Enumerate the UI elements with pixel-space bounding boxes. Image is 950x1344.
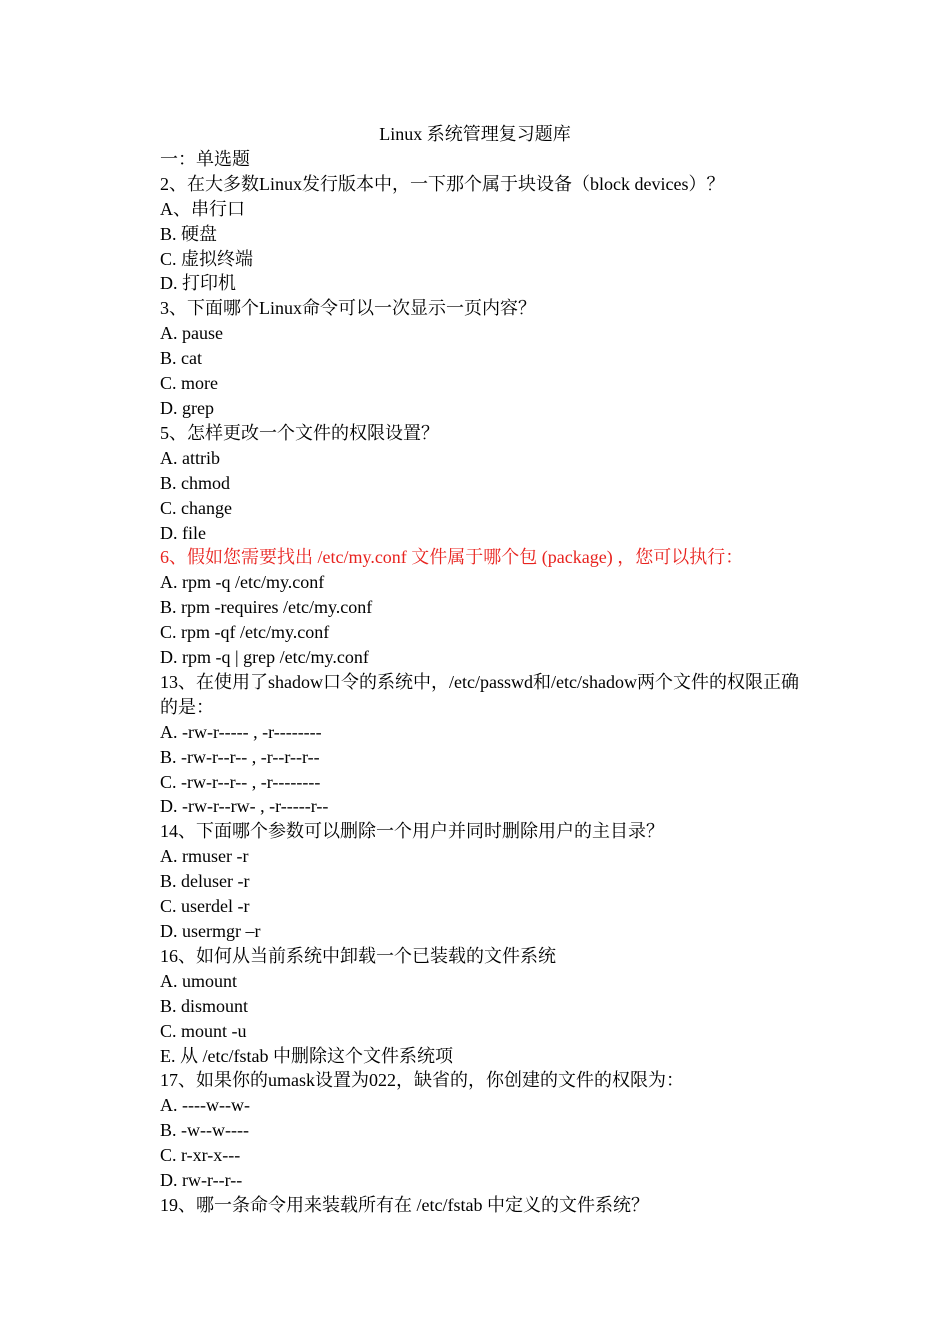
answer-option-line: D. file: [160, 522, 206, 543]
answer-option-line: C. more: [160, 373, 218, 394]
question-line: 3、下面哪个Linux命令可以一次显示一页内容？: [160, 298, 536, 319]
answer-option-line: B. 硬盘: [160, 223, 218, 244]
answer-option-line: D. rw-r--r--: [160, 1170, 243, 1191]
answer-option-line: B. cat: [160, 348, 202, 369]
question-line: 6、假如您需要找出 /etc/my.conf 文件属于哪个包 (package) ，您可以执行：: [160, 547, 744, 568]
answer-option-line: D. usermgr –r: [160, 921, 261, 941]
answer-option-line: C. change: [160, 497, 232, 518]
answer-option-line: C. -rw-r--r-- , -r--------: [160, 771, 321, 792]
answer-option-line: C. rpm -qf /etc/my.conf: [160, 622, 330, 643]
question-line: 19、哪一条命令用来装载所有在 /etc/fstab 中定义的文件系统？: [160, 1194, 649, 1215]
answer-option-line: A. ----w--w-: [160, 1095, 250, 1116]
answer-option-line: C. r-xr-x---: [160, 1145, 241, 1166]
answer-option-line: B. chmod: [160, 472, 230, 493]
answer-option-line: A、串行口: [160, 198, 245, 219]
question-line: 5、怎样更改一个文件的权限设置？: [160, 422, 439, 443]
answer-option-line: A. rmuser -r: [160, 846, 249, 867]
document-title: Linux 系统管理复习题库: [379, 124, 571, 144]
answer-option-line: D. -rw-r--rw- , -r-----r--: [160, 796, 329, 817]
answer-option-line: A. attrib: [160, 447, 220, 468]
answer-option-line: A. -rw-r----- , -r--------: [160, 721, 322, 742]
question-line: 2、在大多数Linux发行版本中，一下那个属于块设备（block devices）？: [160, 173, 725, 194]
question-line: 13、在使用了shadow口令的系统中，/etc/passwd和/etc/shadow两个文件的权限正确的是：: [160, 671, 799, 717]
answer-option-line: B. -w--w----: [160, 1120, 249, 1141]
section-heading: 一：单选题: [160, 148, 250, 169]
answer-option-line: D. grep: [160, 397, 214, 418]
answer-option-line: E. 从 /etc/fstab 中删除这个文件系统项: [160, 1045, 453, 1066]
question-line: 16、如何从当前系统中卸载一个已装载的文件系统: [160, 945, 556, 966]
document-page: [160, 122, 820, 1218]
answer-option-line: C. mount -u: [160, 1020, 247, 1041]
answer-option-line: A. rpm -q /etc/my.conf: [160, 572, 325, 593]
answer-option-line: B. dismount: [160, 995, 249, 1016]
question-list: [160, 172, 820, 1218]
answer-option-line: A. umount: [160, 970, 238, 991]
answer-option-line: D. 打印机: [160, 273, 236, 294]
answer-option-line: C. 虚拟终端: [160, 248, 254, 269]
answer-option-line: B. deluser -r: [160, 871, 250, 892]
question-line: 17、如果你的umask设置为022，缺省的，你创建的文件的权限为：: [160, 1070, 684, 1091]
answer-option-line: B. rpm -requires /etc/my.conf: [160, 597, 373, 618]
answer-option-line: B. -rw-r--r-- , -r--r--r--: [160, 746, 320, 767]
question-line: 14、下面哪个参数可以删除一个用户并同时删除用户的主目录？: [160, 821, 664, 842]
answer-option-line: A. pause: [160, 323, 223, 344]
answer-option-line: D. rpm -q | grep /etc/my.conf: [160, 647, 369, 668]
answer-option-line: C. userdel -r: [160, 896, 250, 917]
